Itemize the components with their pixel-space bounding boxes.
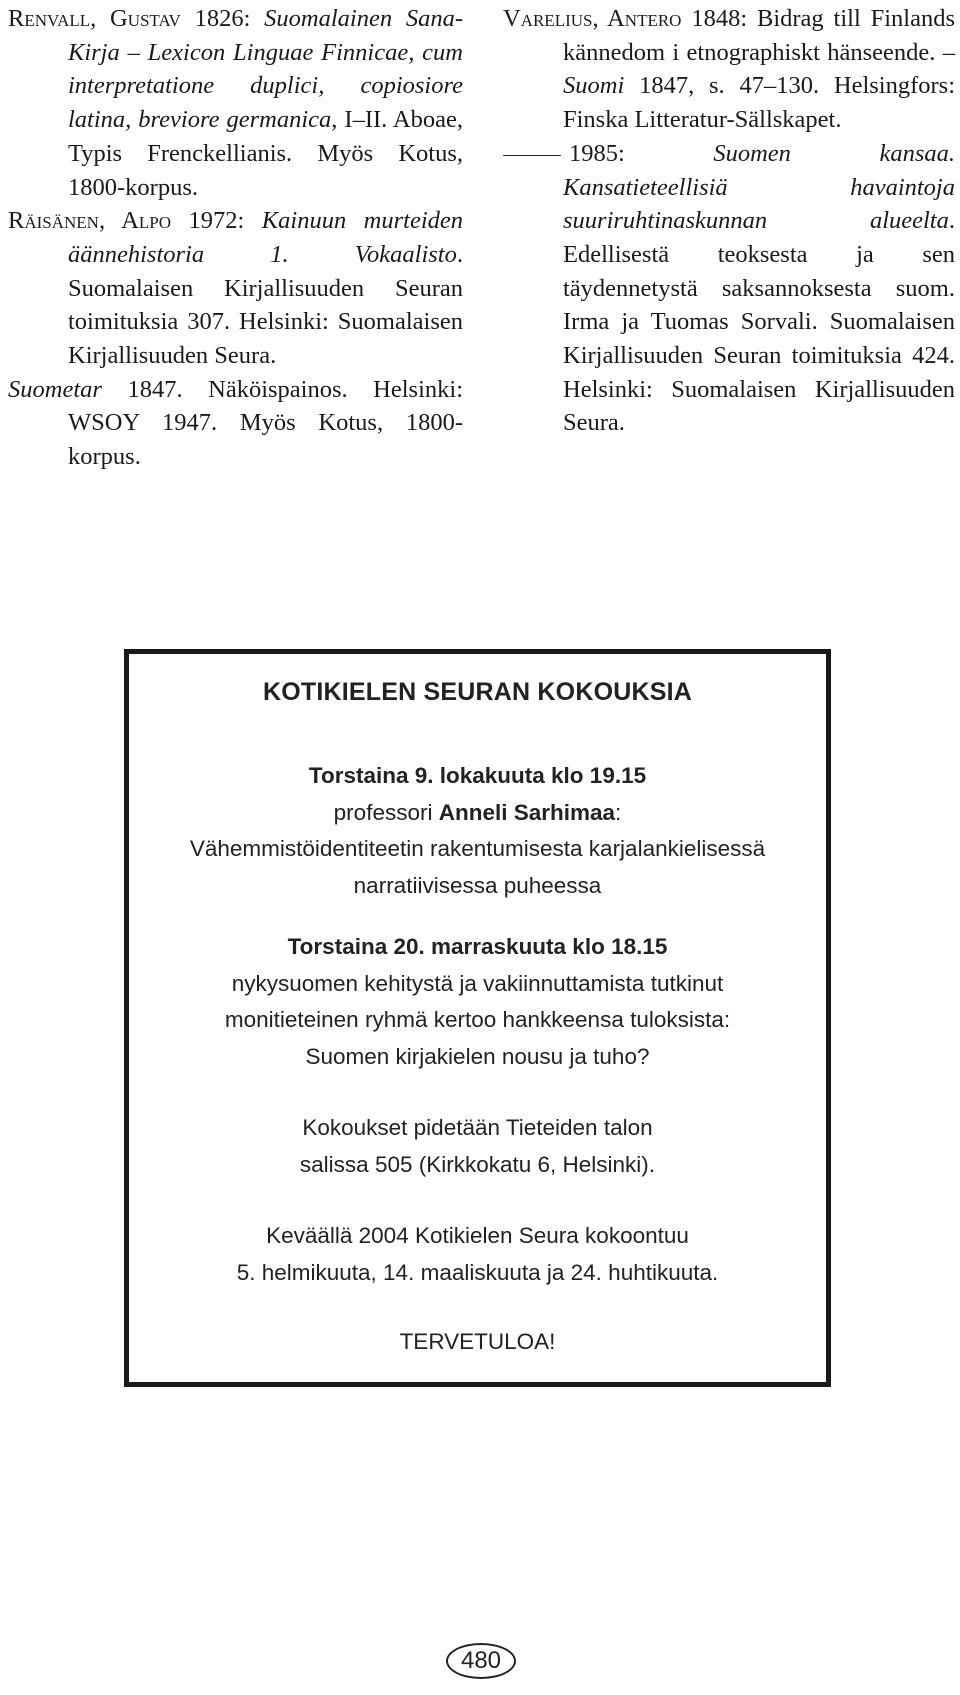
bib-year: 1972:: [188, 207, 245, 235]
meeting-1-topic-line-1: Vähemmistöidentiteetin rakentumisesta karjalankielisessä: [189, 836, 766, 861]
meeting-1-speaker: [129, 795, 826, 832]
spring-schedule: [129, 1218, 826, 1291]
venue-info: [129, 1110, 826, 1183]
speaker-name: Anneli Sarhimaa: [438, 799, 616, 825]
bib-journal: Suomi: [563, 72, 625, 100]
bib-entry-varelius-1985: [503, 137, 955, 440]
welcome-text: [129, 1324, 826, 1361]
bib-year: 1826:: [194, 5, 251, 32]
bib-entry-raisanen: [8, 204, 463, 373]
spring-line-1: Keväällä 2004 Kotikielen Seura kokoontuu: [266, 1223, 689, 1248]
meeting-2-line-2: monitieteinen ryhmä kertoo hankkeensa tuloksista:: [224, 1007, 731, 1032]
ditto-dash: [503, 155, 561, 156]
bib-rest: . Suomalaisen Kirjallisuuden Seuran toimituksia 307. Helsinki: Suomalaisen Kirjallisuuden Seura.: [68, 240, 463, 370]
bibliography-left-column: [8, 2, 463, 474]
bib-author: Renvall, Gustav: [8, 5, 181, 32]
meeting-2-line-1: nykysuomen kehitystä ja vakiinnuttamista tutkinut: [231, 970, 724, 996]
bib-rest: , I–II. Aboae, Typis Frenckellianis. Myös Kotus, 1800-korpus.: [68, 106, 463, 201]
welcome-line: TERVETULOA!: [399, 1329, 556, 1354]
meeting-1-topic-line-2: narratiivisessa puheessa: [353, 872, 602, 898]
venue-line-1: Kokoukset pidetään Tieteiden talon: [302, 1115, 653, 1140]
notice-title: KOTIKIELEN SEURAN KOKOUKSIA: [262, 678, 693, 706]
bib-title: Suomen kansaa. Kansatieteellisiä havaintoja suuriruhtinaskunnan alueelta: [563, 139, 955, 235]
meetings-notice-box: [124, 649, 831, 1387]
bib-entry-varelius-1848: [503, 2, 955, 137]
meeting-1-heading: Torstaina 9. lokakuuta klo 19.15: [308, 763, 647, 788]
bibliography-right-column: [503, 2, 955, 440]
bib-year: 1848:: [691, 5, 748, 32]
bib-title: Suometar: [8, 375, 102, 403]
bib-author: Varelius, Antero: [503, 5, 682, 32]
bib-entry-renvall: [8, 2, 463, 204]
bib-year: 1985:: [569, 139, 625, 167]
venue-line-2: salissa 505 (Kirkkokatu 6, Helsinki).: [299, 1151, 656, 1177]
bib-title: Suomalainen Sana-Kirja – Lexicon Linguae Finnicae, cum interpretatione duplici, copiosiore latina, breviore germanica: [68, 5, 464, 134]
bib-rest: 1847, s. 47–130. Helsingfors: Finska Litteratur-Sällskapet.: [563, 72, 955, 134]
bib-rest: . Edellisestä teoksesta ja sen täydennetystä saksannoksesta suom. Irma ja Tuomas Sorvali. Suomalaisen Kirjallisuuden Seuran toimituksia 424. Helsinki: Suomalaisen Kirjallisuuden Seura.: [563, 207, 955, 437]
page-number: 480: [446, 1643, 516, 1679]
bib-text: Bidrag till Finlands kännedom i etnographiskt hänseende. –: [563, 5, 955, 66]
bib-title: Kainuun murteiden äännehistoria 1. Vokaalisto: [68, 207, 464, 268]
speaker-prefix: professori: [333, 799, 433, 825]
meeting-1: [129, 758, 826, 904]
speaker-suffix: :: [615, 799, 622, 825]
meeting-2-line-3: Suomen kirjakielen nousu ja tuho?: [305, 1043, 650, 1069]
meeting-2-heading: Torstaina 20. marraskuuta klo 18.15: [287, 934, 668, 959]
bib-entry-suometar: [8, 373, 463, 474]
bib-rest: 1847. Näköispainos. Helsinki: WSOY 1947. Myös Kotus, 1800-korpus.: [68, 375, 463, 471]
bib-author: Räisänen, Alpo: [8, 207, 172, 235]
spring-line-2: 5. helmikuuta, 14. maaliskuuta ja 24. huhtikuuta.: [236, 1259, 719, 1285]
meeting-2: [129, 929, 826, 1075]
